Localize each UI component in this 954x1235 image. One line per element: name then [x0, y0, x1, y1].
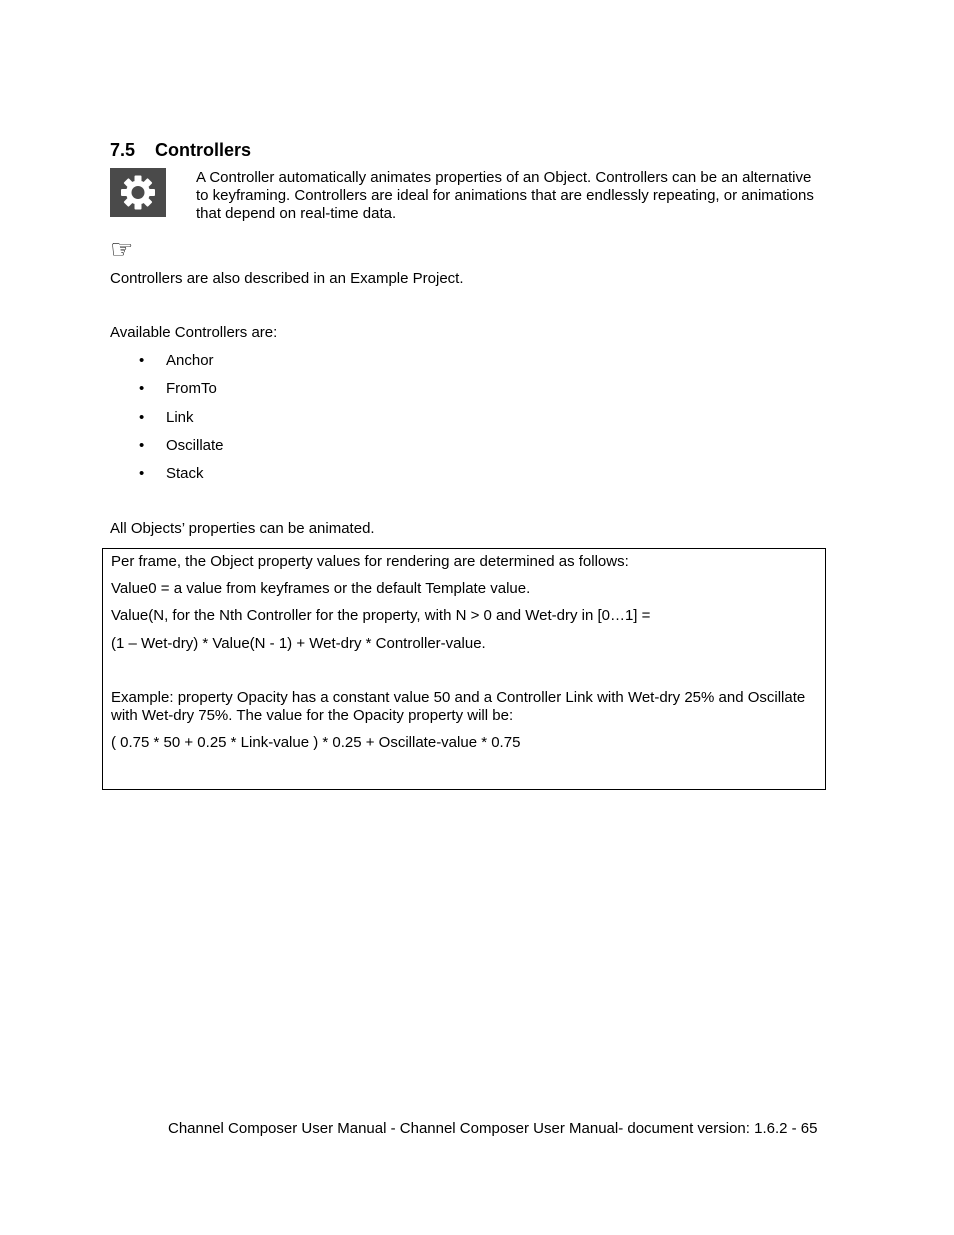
gear-icon	[110, 168, 166, 217]
section-heading	[110, 139, 251, 161]
intro-paragraph	[196, 169, 826, 223]
box-formula: ( 0.75 * 50 + 0.25 * Link-value ) * 0.25 + Oscillate-value * 0.75	[111, 734, 521, 751]
bullet: •	[139, 380, 145, 398]
box-line-2: Value0 = a value from keyframes or the default Template value.	[111, 580, 531, 597]
list-item: • Anchor	[139, 352, 214, 369]
available-controllers-heading: Available Controllers are:	[110, 324, 278, 341]
note-text: Controllers are also described in an Example Project.	[110, 270, 464, 287]
all-objects-text: All Objects’ properties can be animated.	[110, 520, 375, 537]
list-item: • Link	[139, 408, 194, 426]
bullet: •	[139, 436, 145, 454]
box-example: Example: property Opacity has a constant value 50 and a Controller Link with Wet-dry 25% and Oscillate with Wet-dry 75%. The value for the Opacity property will be:	[111, 689, 806, 724]
intro-text: A Controller automatically animates properties of an Object. Controllers can be an alternative to keyframing. Controllers are ideal for animations that are endlessly repeating, or animations that depend on real-time data.	[196, 169, 814, 222]
formula-box	[102, 548, 826, 790]
bullet: •	[139, 352, 145, 369]
list-item: • Oscillate	[139, 436, 224, 454]
section-number: 7.5	[110, 140, 136, 160]
bullet: •	[139, 465, 145, 483]
list-item: • Stack	[139, 465, 204, 483]
box-line-1: Per frame, the Object property values for rendering are determined as follows:	[111, 553, 629, 570]
pointing-hand-icon: ☞	[110, 235, 134, 265]
page-footer: Channel Composer User Manual - Channel Composer User Manual- document version: 1.6.2 - 65	[168, 1120, 818, 1137]
box-line-4: (1 – Wet-dry) * Value(N - 1) + Wet-dry * Controller-value.	[111, 635, 486, 652]
box-line-3: Value(N, for the Nth Controller for the property, with N > 0 and Wet-dry in [0…1] =	[111, 607, 651, 624]
controllers-list	[110, 352, 224, 493]
section-title: Controllers	[155, 140, 252, 160]
list-item: • FromTo	[139, 380, 217, 398]
bullet: •	[139, 408, 145, 426]
